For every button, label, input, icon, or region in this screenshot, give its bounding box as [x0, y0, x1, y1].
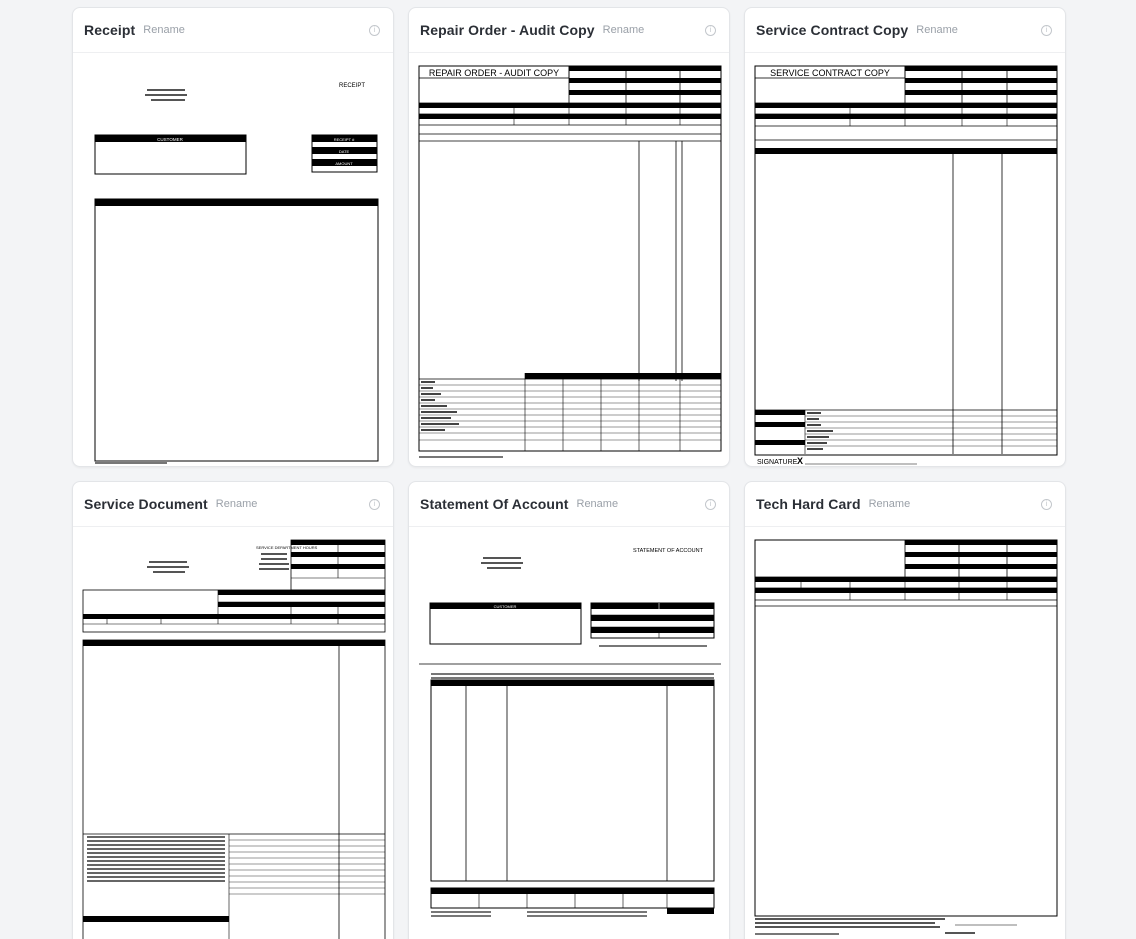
card-title: Receipt	[84, 22, 136, 38]
fine-print	[419, 456, 503, 458]
fine-print	[527, 915, 647, 917]
address-line	[149, 561, 187, 563]
aging-table	[431, 888, 714, 914]
address-line	[483, 557, 521, 559]
fine-print	[527, 911, 647, 913]
fine-print	[755, 926, 940, 928]
document-preview[interactable]	[409, 528, 729, 939]
card-title: Statement Of Account	[420, 496, 569, 512]
card-header	[73, 8, 393, 53]
address-line	[481, 562, 523, 564]
info-icon[interactable]: i	[369, 499, 380, 510]
document-preview[interactable]	[73, 528, 393, 939]
receipt-field-label: RECEIPT #	[333, 137, 355, 142]
hours-line	[261, 558, 287, 560]
template-card-repair-order-audit-copy[interactable]	[408, 7, 730, 467]
document-preview[interactable]	[409, 54, 729, 466]
template-card-receipt[interactable]	[72, 7, 394, 467]
fine-print	[755, 918, 945, 920]
template-card-service-document[interactable]	[72, 481, 394, 939]
card-header	[745, 482, 1065, 527]
address-line	[147, 89, 185, 91]
description-table	[755, 148, 1057, 454]
fine-print	[431, 677, 714, 679]
address-line	[151, 99, 185, 101]
header-fields-grid	[755, 540, 1057, 577]
account-info-box	[591, 603, 714, 638]
receipt-field-label: DATE	[338, 149, 350, 154]
info-icon[interactable]: i	[1041, 499, 1052, 510]
card-title: Service Contract Copy	[756, 22, 909, 38]
info-icon[interactable]: i	[1041, 25, 1052, 36]
fine-print	[945, 932, 975, 934]
signature-label: SIGNATURE	[757, 459, 798, 466]
info-icon[interactable]: i	[705, 499, 716, 510]
info-icon[interactable]: i	[705, 25, 716, 36]
fine-print	[599, 645, 707, 647]
rename-button[interactable]: Rename	[868, 498, 911, 510]
statement-preview	[409, 528, 730, 939]
rename-button[interactable]: Rename	[143, 24, 185, 36]
hours-line	[259, 568, 289, 570]
template-card-tech-hard-card[interactable]	[744, 481, 1066, 939]
fine-print	[755, 933, 839, 935]
fine-print	[431, 911, 491, 913]
fine-print	[755, 922, 935, 924]
vehicle-fields-grid	[755, 103, 1057, 140]
doc-heading: RECEIPT	[339, 83, 366, 89]
address-line	[145, 94, 187, 96]
template-card-service-contract-copy[interactable]	[744, 7, 1066, 467]
doc-heading: STATEMENT OF ACCOUNT	[633, 548, 703, 554]
card-title: Service Document	[84, 496, 208, 512]
receipt-field-label: AMOUNT	[335, 161, 353, 166]
transactions-table	[431, 680, 714, 881]
hours-line	[259, 563, 289, 565]
customer-box	[430, 603, 581, 644]
document-preview[interactable]	[745, 528, 1065, 939]
vehicle-fields-grid	[419, 103, 721, 141]
service-contract-preview	[745, 54, 1066, 467]
document-preview[interactable]	[745, 54, 1065, 466]
customer-vehicle-grid	[83, 590, 385, 632]
service-hours-label: SERVICE DEPARTMENT HOURS	[256, 545, 318, 550]
card-title: Tech Hard Card	[756, 496, 861, 512]
fine-print	[431, 673, 714, 675]
template-grid	[72, 7, 1066, 939]
receipt-body-header	[95, 199, 378, 206]
info-icon[interactable]: i	[369, 25, 380, 36]
customer-label: CUSTOMER	[493, 604, 517, 609]
doc-heading: REPAIR ORDER - AUDIT COPY	[428, 68, 560, 78]
card-header	[409, 482, 729, 527]
address-line	[153, 571, 185, 573]
work-area	[639, 141, 682, 381]
document-preview[interactable]	[73, 54, 393, 466]
totals-table	[419, 373, 721, 451]
rename-button[interactable]: Rename	[576, 498, 619, 510]
address-line	[147, 566, 189, 568]
doc-border	[755, 540, 1057, 916]
doc-border	[755, 66, 1057, 455]
fine-print	[95, 462, 167, 464]
hours-line	[261, 553, 287, 555]
rename-button[interactable]: Rename	[602, 24, 645, 36]
rename-button[interactable]: Rename	[215, 498, 258, 510]
card-title: Repair Order - Audit Copy	[420, 22, 595, 38]
vehicle-fields-grid	[755, 577, 1057, 606]
card-header	[73, 482, 393, 527]
doc-heading: SERVICE CONTRACT COPY	[770, 68, 890, 78]
card-header	[409, 8, 729, 53]
service-document-preview	[73, 528, 394, 939]
customer-label: CUSTOMER	[157, 137, 183, 142]
signature-mark: X	[797, 456, 804, 466]
tech-hard-card-preview	[745, 528, 1066, 939]
address-line	[487, 567, 521, 569]
receipt-body-box	[95, 199, 378, 461]
fine-print	[431, 915, 491, 917]
repair-order-preview	[409, 54, 730, 467]
receipt-preview	[73, 54, 394, 467]
rename-button[interactable]: Rename	[916, 24, 958, 36]
template-card-statement-of-account[interactable]	[408, 481, 730, 939]
description-table	[83, 640, 385, 939]
card-header	[745, 8, 1065, 53]
